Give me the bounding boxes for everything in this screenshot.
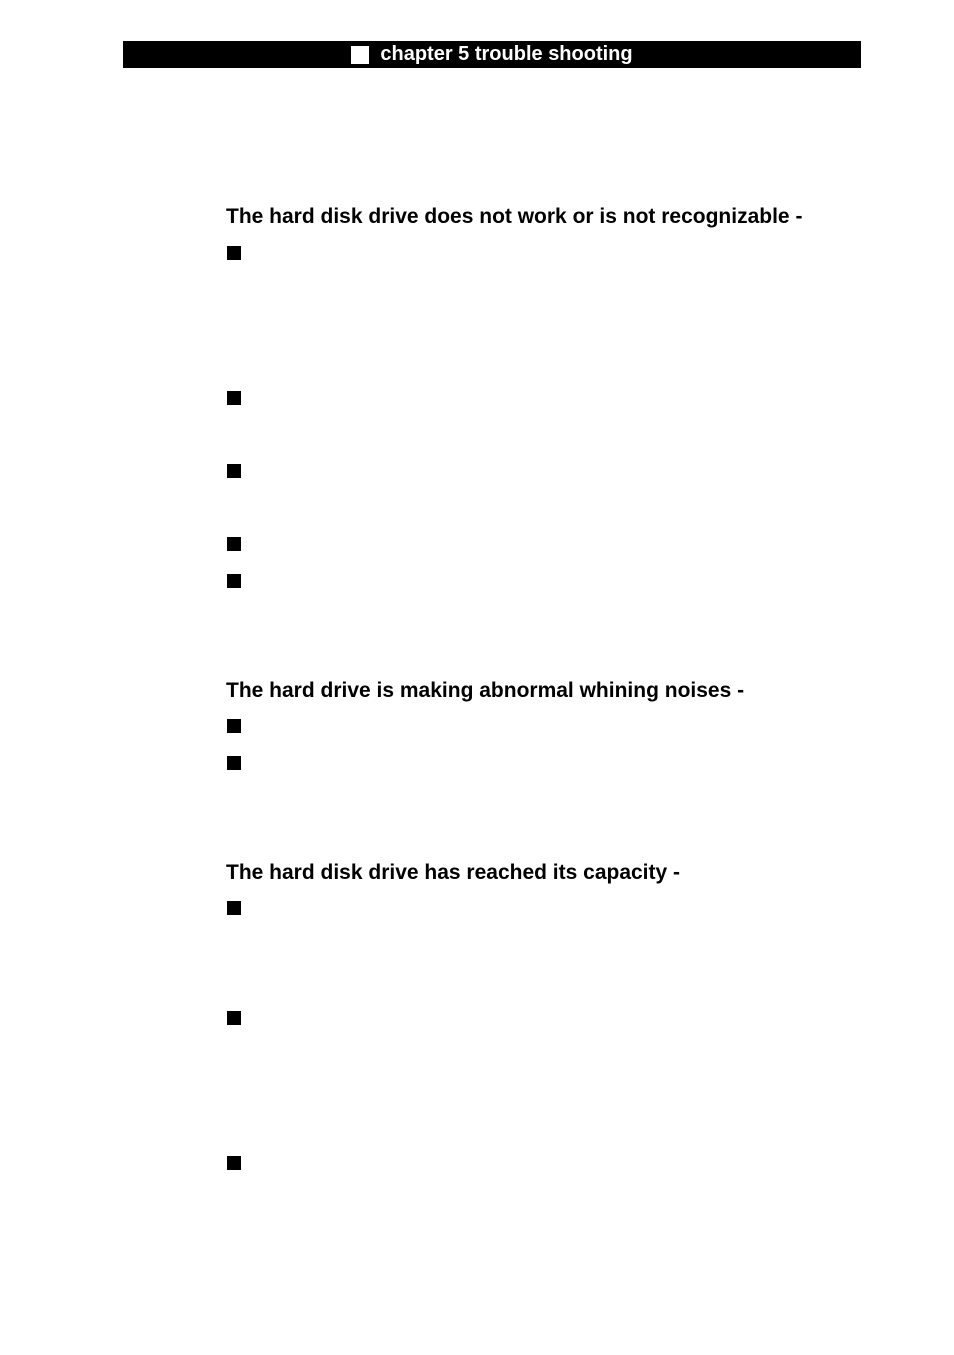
section-heading-whining-noises: The hard drive is making abnormal whining noises -	[226, 679, 745, 702]
bullet-square-icon	[227, 756, 241, 770]
bullet-square-icon	[227, 246, 241, 260]
chapter-title: chapter 5 trouble shooting	[380, 43, 633, 65]
bullet-square-icon	[227, 901, 241, 915]
bullet-square-icon	[227, 719, 241, 733]
bullet-square-icon	[227, 537, 241, 551]
chapter-header	[123, 41, 861, 68]
section-heading-capacity: The hard disk drive has reached its capacity -	[226, 861, 681, 884]
bullet-square-icon	[227, 464, 241, 478]
section-heading-not-recognizable: The hard disk drive does not work or is not recognizable -	[226, 205, 803, 228]
bullet-square-icon	[227, 1011, 241, 1025]
square-icon	[351, 46, 369, 64]
bullet-square-icon	[227, 391, 241, 405]
bullet-square-icon	[227, 574, 241, 588]
bullet-square-icon	[227, 1156, 241, 1170]
